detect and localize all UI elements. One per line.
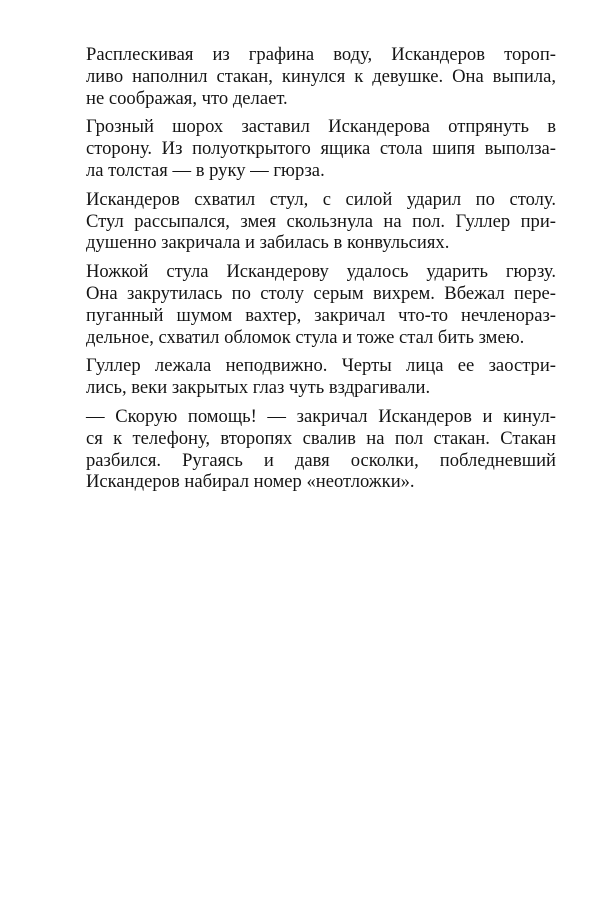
text-line: разбился. Ругаясь и давя осколки, побледневший xyxy=(86,449,556,471)
paragraph xyxy=(86,261,556,348)
text-line: Искандеров набирал номер «неотложки». xyxy=(86,471,415,493)
text-line: Стул рассыпался, змея скользнула на пол. Гуллер при- xyxy=(86,210,556,232)
paragraph xyxy=(86,116,556,181)
paragraph xyxy=(86,44,556,109)
text-line: Она закрутилась по столу серым вихрем. Вбежал пере- xyxy=(86,282,556,304)
paragraph xyxy=(86,355,556,399)
text-line: сторону. Из полуоткрытого ящика стола шипя выполза- xyxy=(86,138,556,160)
text-line: пуганный шумом вахтер, закричал что-то нечленораз- xyxy=(86,304,556,326)
text-line: душенно закричала и забилась в конвульсиях. xyxy=(86,232,450,254)
text-line: лись, веки закрытых глаз чуть вздрагивали. xyxy=(86,377,431,399)
text-line: Ножкой стула Искандерову удалось ударить гюрзу. xyxy=(86,261,556,283)
book-page-text xyxy=(86,44,556,500)
text-line: Расплескивая из графина воду, Искандеров тороп- xyxy=(86,44,556,65)
text-line: дельное, схватил обломок стула и тоже стал бить змею. xyxy=(86,326,525,348)
paragraph xyxy=(86,406,556,493)
text-line: Грозный шорох заставил Искандерова отпрянуть в xyxy=(86,116,556,138)
text-line: Искандеров схватил стул, с силой ударил по столу. xyxy=(86,188,556,210)
text-line: ла толстая — в руку — гюрза. xyxy=(86,159,325,181)
text-line: — Скорую помощь! — закричал Искандеров и кинул- xyxy=(86,405,556,427)
text-line: ливо наполнил стакан, кинулся к девушке. Она выпила, xyxy=(86,65,556,87)
paragraph xyxy=(86,189,556,254)
text-line: ся к телефону, второпях свалив на пол стакан. Стакан xyxy=(86,427,556,449)
text-line: Гуллер лежала неподвижно. Черты лица ее заостри- xyxy=(86,355,556,377)
text-line: не соображая, что делает. xyxy=(86,87,288,109)
